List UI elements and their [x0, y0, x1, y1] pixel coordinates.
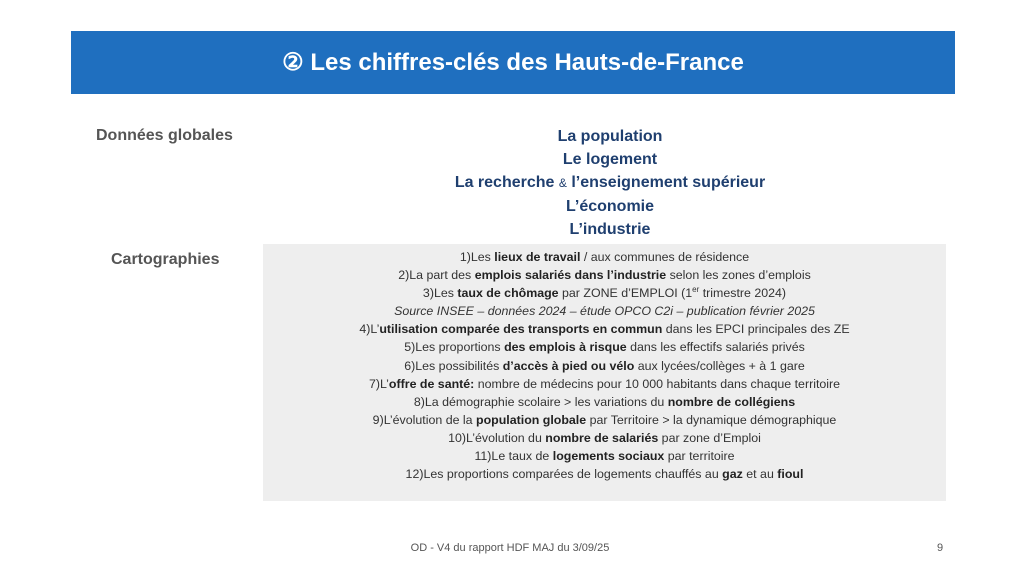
- page-number: 9: [937, 542, 944, 554]
- carto-item: 11)Le taux de logements sociaux par territoire: [474, 449, 735, 464]
- topic-recherche: La recherche & l’enseignement supérieur: [454, 174, 766, 191]
- carto-item: 7)L’offre de santé: nombre de médecins pour 10 000 habitants dans chaque territoire: [368, 376, 841, 391]
- carto-item: 5)Les proportions des emplois à risque dans les effectifs salariés privés: [404, 340, 805, 355]
- slide-title: ② Les chiffres-clés des Hauts-de-France: [282, 49, 744, 76]
- topics-list: [380, 125, 840, 241]
- carto-item: 2)La part des emplois salariés dans l’industrie selon les zones d’emplois: [398, 268, 811, 283]
- carto-item: 4)L’utilisation comparée des transports en commun dans les EPCI principales des ZE: [359, 322, 850, 337]
- label-cartographies: Cartographies: [111, 251, 220, 268]
- carto-item: 1)Les lieux de travail / aux communes de résidence: [459, 250, 750, 264]
- carto-item: 9)L’évolution de la population globale par Territoire > la dynamique démographique: [372, 412, 837, 427]
- topic-industrie: L’industrie: [569, 221, 651, 238]
- carto-item: 3)Les taux de chômage par ZONE d’EMPLOI (1er trimestre 2024): [422, 285, 787, 301]
- carto-item: 8)La démographie scolaire > les variations du nombre de collégiens: [413, 394, 796, 409]
- topic-population: La population: [557, 128, 663, 145]
- carto-item: 6)Les possibilités d’accès à pied ou vélo aux lycées/collèges + à 1 gare: [404, 358, 805, 373]
- topic-logement: Le logement: [562, 151, 658, 168]
- carto-item: 10)L’évolution du nombre de salariés par zone d’Emploi: [448, 430, 761, 445]
- slide-title-banner: [71, 31, 955, 94]
- carto-source: Source INSEE – données 2024 – étude OPCO C2i – publication février 2025: [394, 304, 815, 319]
- cartographies-list: [263, 248, 946, 483]
- topic-economie: L’économie: [565, 198, 655, 215]
- footer-text: OD - V4 du rapport HDF MAJ du 3/09/25: [410, 542, 610, 554]
- label-donnees-globales: Données globales: [96, 127, 233, 144]
- carto-item: 12)Les proportions comparées de logements chauffés au gaz et au fioul: [405, 467, 804, 482]
